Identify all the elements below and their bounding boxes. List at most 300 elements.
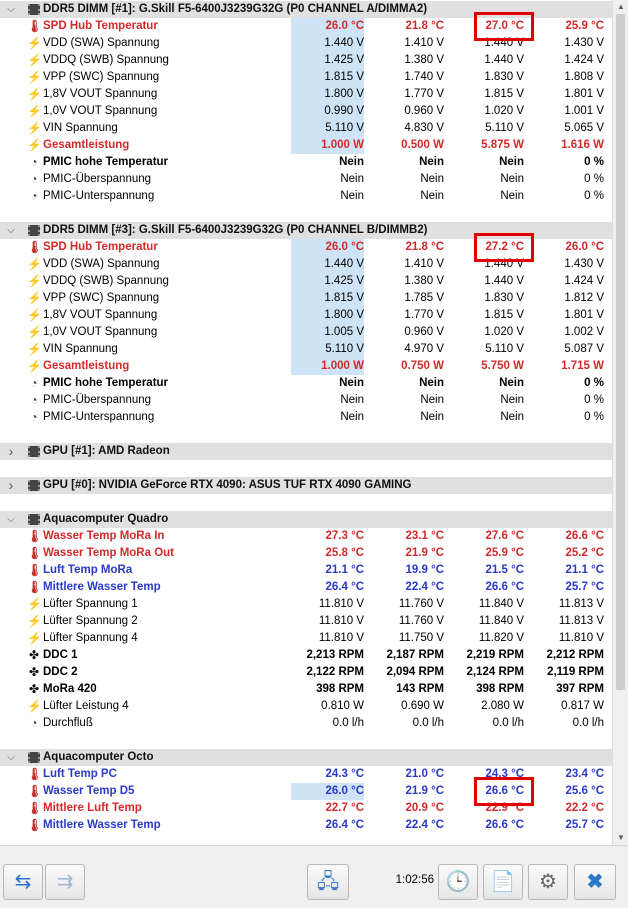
sensor-row[interactable] xyxy=(0,681,612,698)
current-value: 26.0 °C xyxy=(291,783,364,800)
average-value: 1.424 V xyxy=(564,275,604,287)
sensor-label: VDD (SWA) Spannung xyxy=(43,258,160,270)
sensor-label: VDD (SWA) Spannung xyxy=(43,37,160,49)
device-title: GPU [#0]: NVIDIA GeForce RTX 4090: ASUS TUF RTX 4090 GAMING xyxy=(43,479,412,491)
sensor-row[interactable] xyxy=(0,35,612,52)
sensor-row[interactable] xyxy=(0,86,612,103)
max-value: 5.110 V xyxy=(485,343,524,355)
device-group-header[interactable] xyxy=(0,222,612,239)
sensor-row[interactable] xyxy=(0,562,612,579)
average-value: 11.813 V xyxy=(558,615,604,627)
average-value: 25.7 °C xyxy=(565,581,604,593)
sensor-label: VIN Spannung xyxy=(43,122,118,134)
sensor-row[interactable] xyxy=(0,120,612,137)
close-button[interactable]: ✖ xyxy=(574,864,616,900)
sensor-row[interactable] xyxy=(0,630,612,647)
max-value: 1.440 V xyxy=(484,54,524,66)
collapse-chevron-icon[interactable]: ⌵ xyxy=(7,514,15,525)
sensor-row[interactable] xyxy=(0,307,612,324)
sensor-label: SPD Hub Temperatur xyxy=(43,20,158,32)
current-value: 25.8 °C xyxy=(325,547,364,559)
max-value: 26.6 °C xyxy=(485,819,524,831)
current-value: 1.425 V xyxy=(291,52,364,69)
thermometer-icon: 🌡 xyxy=(27,580,43,594)
average-value: 1.812 V xyxy=(564,292,604,304)
current-value: 21.1 °C xyxy=(325,564,364,576)
thermometer-icon: 🌡 xyxy=(27,818,43,832)
current-value: 1.000 W xyxy=(291,137,364,154)
min-value: 4.830 V xyxy=(404,122,444,134)
min-value: 1.740 V xyxy=(404,71,444,83)
average-value: 0.817 W xyxy=(561,700,604,712)
max-value: 398 RPM xyxy=(476,683,524,695)
min-value: 1.410 V xyxy=(404,37,444,49)
min-value: 0.690 W xyxy=(401,700,444,712)
thermometer-icon: 🌡 xyxy=(27,563,43,577)
max-value: Nein xyxy=(500,190,524,202)
fan-icon: ✤ xyxy=(28,665,40,679)
sensor-row[interactable] xyxy=(0,103,612,120)
lightning-icon: ⚡ xyxy=(27,257,42,271)
average-value: 2,212 RPM xyxy=(546,649,604,661)
max-value: 11.820 V xyxy=(478,632,524,644)
average-value: 0.0 l/h xyxy=(572,717,604,729)
lightning-icon: ⚡ xyxy=(27,614,42,628)
average-value: 1.801 V xyxy=(564,309,604,321)
sensor-label: PMIC-Unterspannung xyxy=(43,190,155,202)
current-value: 1.800 V xyxy=(291,86,364,103)
lightning-icon: ⚡ xyxy=(27,70,42,84)
thermometer-icon: 🌡 xyxy=(27,546,43,560)
average-value: 0 % xyxy=(584,377,604,389)
max-value: 1.830 V xyxy=(484,292,524,304)
min-value: 21.8 °C xyxy=(405,241,444,253)
sensor-label: 1,8V VOUT Spannung xyxy=(43,309,158,321)
current-value: 27.3 °C xyxy=(325,530,364,542)
average-value: 25.2 °C xyxy=(565,547,604,559)
sensor-row[interactable] xyxy=(0,239,612,256)
sensor-row[interactable] xyxy=(0,647,612,664)
lightning-icon: ⚡ xyxy=(27,87,42,101)
sensor-row[interactable] xyxy=(0,817,612,834)
max-value: Nein xyxy=(500,394,524,406)
sensor-label: VDDQ (SWB) Spannung xyxy=(43,275,169,287)
current-value: 26.4 °C xyxy=(325,581,364,593)
max-value: 1.020 V xyxy=(484,105,524,117)
device-group-header[interactable] xyxy=(0,511,612,528)
sensor-label: VIN Spannung xyxy=(43,343,118,355)
sensor-row[interactable] xyxy=(0,392,612,409)
sensor-row[interactable] xyxy=(0,358,612,375)
min-value: 11.760 V xyxy=(398,615,444,627)
average-value: 0 % xyxy=(584,394,604,406)
expand-chevron-icon[interactable]: › xyxy=(8,443,14,459)
max-value: 1.830 V xyxy=(484,71,524,83)
average-value: 25.7 °C xyxy=(565,819,604,831)
lightning-icon: ⚡ xyxy=(27,699,42,713)
network-connection-button[interactable]: 🖧 xyxy=(307,864,349,900)
average-value: 397 RPM xyxy=(556,683,604,695)
vertical-scrollbar[interactable] xyxy=(612,0,628,845)
sensor-row[interactable] xyxy=(0,545,612,562)
current-value: Nein xyxy=(340,173,364,185)
min-value: Nein xyxy=(420,411,444,423)
min-value: 19.9 °C xyxy=(405,564,444,576)
average-value: 21.1 °C xyxy=(565,564,604,576)
average-value: 1.801 V xyxy=(564,88,604,100)
sensor-row[interactable] xyxy=(0,52,612,69)
current-value: 24.3 °C xyxy=(325,768,364,780)
min-value: 1.770 V xyxy=(404,309,444,321)
max-value: 25.9 °C xyxy=(485,547,524,559)
sensor-label: PMIC-Unterspannung xyxy=(43,411,155,423)
sensor-row[interactable] xyxy=(0,18,612,35)
min-value: 2,187 RPM xyxy=(386,649,444,661)
min-value: Nein xyxy=(420,394,444,406)
max-value: 1.815 V xyxy=(484,309,524,321)
sensor-row[interactable] xyxy=(0,528,612,545)
sensor-row[interactable] xyxy=(0,69,612,86)
current-value: 1.000 W xyxy=(291,358,364,375)
sensor-row[interactable] xyxy=(0,698,612,715)
min-value: 0.960 V xyxy=(404,105,444,117)
current-value: 2,122 RPM xyxy=(306,666,364,678)
current-value: 0.810 W xyxy=(321,700,364,712)
sensor-label: Gesamtleistung xyxy=(43,139,130,151)
average-value: 1.430 V xyxy=(564,258,604,270)
average-value: 25.9 °C xyxy=(565,20,604,32)
average-value: 1.002 V xyxy=(564,326,604,338)
current-value: 26.0 °C xyxy=(291,239,364,256)
average-value: 1.430 V xyxy=(564,37,604,49)
average-value: 23.4 °C xyxy=(565,768,604,780)
clock-icon: ◔ xyxy=(30,155,38,169)
sensor-row[interactable] xyxy=(0,324,612,341)
sensor-label: VPP (SWC) Spannung xyxy=(43,292,160,304)
sensor-label: Mittlere Wasser Temp xyxy=(43,819,161,831)
device-title: GPU [#1]: AMD Radeon xyxy=(43,445,170,457)
sensor-row[interactable] xyxy=(0,256,612,273)
average-value: 2,119 RPM xyxy=(547,666,604,678)
current-value: 398 RPM xyxy=(316,683,364,695)
average-value: 0 % xyxy=(584,190,604,202)
sensor-label: 1,0V VOUT Spannung xyxy=(43,326,158,338)
clock-reset-button[interactable]: 🕒 xyxy=(438,864,478,900)
sensor-row[interactable] xyxy=(0,171,612,188)
status-bar xyxy=(0,845,628,908)
lightning-icon: ⚡ xyxy=(27,274,42,288)
max-value: 5.875 W xyxy=(481,139,524,151)
min-value: 2,094 RPM xyxy=(386,666,444,678)
lightning-icon: ⚡ xyxy=(27,53,42,67)
max-value: 27.0 °C xyxy=(485,20,524,32)
max-value: 11.840 V xyxy=(478,615,524,627)
clock-icon: ◔ xyxy=(30,716,38,730)
average-value: 25.6 °C xyxy=(565,785,604,797)
sensor-row[interactable] xyxy=(0,664,612,681)
sensor-label: 1,8V VOUT Spannung xyxy=(43,88,158,100)
min-value: 22.4 °C xyxy=(405,819,444,831)
min-value: 21.9 °C xyxy=(405,785,444,797)
max-value: Nein xyxy=(500,173,524,185)
sensor-label: Luft Temp PC xyxy=(43,768,117,780)
thermometer-icon: 🌡 xyxy=(27,784,43,798)
current-value: 1.425 V xyxy=(291,273,364,290)
min-value: 1.785 V xyxy=(404,292,444,304)
min-value: 21.0 °C xyxy=(405,768,444,780)
lightning-icon: ⚡ xyxy=(27,308,42,322)
scroll-down-arrow-icon[interactable]: ▼ xyxy=(617,833,625,842)
sensor-row[interactable] xyxy=(0,596,612,613)
sensor-label: Luft Temp MoRa xyxy=(43,564,133,576)
thermometer-icon: 🌡 xyxy=(27,801,43,815)
lightning-icon: ⚡ xyxy=(27,597,42,611)
collapse-chevron-icon[interactable]: ⌵ xyxy=(7,225,15,236)
sensor-row[interactable] xyxy=(0,375,612,392)
average-value: 11.813 V xyxy=(558,598,604,610)
average-value: 5.065 V xyxy=(564,122,604,134)
sensor-label: MoRa 420 xyxy=(43,683,97,695)
min-value: Nein xyxy=(419,377,444,389)
expand-chevron-icon[interactable]: › xyxy=(8,477,14,493)
sensor-label: Mittlere Wasser Temp xyxy=(43,581,161,593)
current-value: 22.7 °C xyxy=(325,802,364,814)
max-value: Nein xyxy=(500,411,524,423)
max-value: 1.440 V xyxy=(484,275,524,287)
sensor-label: DDC 1 xyxy=(43,649,78,661)
current-value: 1.440 V xyxy=(291,256,364,273)
scroll-up-arrow-icon[interactable]: ▲ xyxy=(617,2,625,11)
fan-icon: ✤ xyxy=(28,682,40,696)
current-value: 26.0 °C xyxy=(291,18,364,35)
elapsed-time: 1:02:56 xyxy=(395,874,434,886)
average-value: 5.087 V xyxy=(564,343,604,355)
device-group-header[interactable] xyxy=(0,749,612,766)
sensor-row[interactable] xyxy=(0,188,612,205)
clock-icon: ◔ xyxy=(30,393,38,407)
clock-icon: ◔ xyxy=(30,410,38,424)
device-chip-icon xyxy=(28,4,40,15)
thermometer-icon: 🌡 xyxy=(27,767,43,781)
current-value: 5.110 V xyxy=(291,341,364,358)
current-value: Nein xyxy=(339,156,364,168)
sensor-label: PMIC-Überspannung xyxy=(43,173,152,185)
average-value: 0 % xyxy=(584,156,604,168)
device-group-header[interactable] xyxy=(0,1,612,18)
max-value: 27.2 °C xyxy=(485,241,524,253)
lightning-icon: ⚡ xyxy=(27,359,42,373)
collapse-chevron-icon[interactable]: ⌵ xyxy=(7,752,15,763)
sensor-row[interactable] xyxy=(0,783,612,800)
lightning-icon: ⚡ xyxy=(27,36,42,50)
device-chip-icon xyxy=(28,752,40,763)
sensor-row[interactable] xyxy=(0,137,612,154)
device-title: Aquacomputer Octo xyxy=(43,751,154,763)
lightning-icon: ⚡ xyxy=(27,104,42,118)
average-value: 1.424 V xyxy=(564,54,604,66)
device-group-header[interactable] xyxy=(0,443,612,460)
min-value: 21.9 °C xyxy=(405,547,444,559)
collapse-chevron-icon[interactable]: ⌵ xyxy=(7,4,15,15)
average-value: 0 % xyxy=(584,173,604,185)
current-value: Nein xyxy=(339,377,364,389)
add-report-button[interactable]: 📄 xyxy=(483,864,523,900)
current-value: 0.990 V xyxy=(291,103,364,120)
average-value: 22.2 °C xyxy=(565,802,604,814)
current-value: 11.810 V xyxy=(318,615,364,627)
device-group-header[interactable] xyxy=(0,477,612,494)
current-value: 1.815 V xyxy=(291,69,364,86)
sensor-label: Lüfter Spannung 4 xyxy=(43,632,138,644)
current-value: 0.0 l/h xyxy=(332,717,364,729)
fan-icon: ✤ xyxy=(28,648,40,662)
max-value: Nein xyxy=(499,377,524,389)
max-value: 5.110 V xyxy=(485,122,524,134)
min-value: 1.410 V xyxy=(404,258,444,270)
device-chip-icon xyxy=(28,480,40,491)
min-value: 20.9 °C xyxy=(405,802,444,814)
min-value: 1.380 V xyxy=(404,54,444,66)
average-value: 0 % xyxy=(584,411,604,423)
min-value: 21.8 °C xyxy=(405,20,444,32)
clock-icon: ◔ xyxy=(30,172,38,186)
settings-gear-icon[interactable]: ⚙ xyxy=(528,864,568,900)
average-value: 11.810 V xyxy=(558,632,604,644)
min-value: 23.1 °C xyxy=(405,530,444,542)
max-value: 5.750 W xyxy=(481,360,524,372)
thermometer-icon: 🌡 xyxy=(27,529,43,543)
max-value: 0.0 l/h xyxy=(492,717,524,729)
clock-icon: ◔ xyxy=(30,189,38,203)
sensor-label: Wasser Temp MoRa Out xyxy=(43,547,174,559)
current-value: 2,213 RPM xyxy=(306,649,364,661)
min-value: 0.500 W xyxy=(401,139,444,151)
max-value: 11.840 V xyxy=(478,598,524,610)
max-value: 2,219 RPM xyxy=(466,649,524,661)
min-value: Nein xyxy=(420,173,444,185)
min-value: 0.0 l/h xyxy=(412,717,444,729)
device-chip-icon xyxy=(28,514,40,525)
min-value: Nein xyxy=(419,156,444,168)
sensor-row[interactable] xyxy=(0,800,612,817)
min-value: 22.4 °C xyxy=(405,581,444,593)
sensor-label: Lüfter Spannung 2 xyxy=(43,615,138,627)
current-value: 26.4 °C xyxy=(325,819,364,831)
max-value: 1.440 V xyxy=(484,37,524,49)
average-value: 1.001 V xyxy=(564,105,604,117)
sensor-label: SPD Hub Temperatur xyxy=(43,241,158,253)
clock-icon: ◔ xyxy=(30,376,38,390)
current-value: Nein xyxy=(340,190,364,202)
max-value: Nein xyxy=(499,156,524,168)
min-value: 143 RPM xyxy=(396,683,444,695)
device-title: Aquacomputer Quadro xyxy=(43,513,169,525)
max-value: 26.6 °C xyxy=(485,785,524,797)
lightning-icon: ⚡ xyxy=(27,138,42,152)
sensor-label: PMIC-Überspannung xyxy=(43,394,152,406)
min-value: 11.750 V xyxy=(398,632,444,644)
sensor-row[interactable] xyxy=(0,273,612,290)
device-chip-icon xyxy=(28,446,40,457)
device-title: DDR5 DIMM [#3]: G.Skill F5-6400J3239G32G (P0 CHANNEL B/DIMMB2) xyxy=(43,224,428,236)
min-value: Nein xyxy=(420,190,444,202)
scrollbar-thumb[interactable] xyxy=(616,14,625,690)
device-chip-icon xyxy=(28,225,40,236)
sensor-label: Lüfter Leistung 4 xyxy=(43,700,129,712)
current-value: Nein xyxy=(340,394,364,406)
sensor-row[interactable] xyxy=(0,613,612,630)
min-value: 0.750 W xyxy=(401,360,444,372)
average-value: 1.808 V xyxy=(564,71,604,83)
current-value: 1.815 V xyxy=(291,290,364,307)
device-title: DDR5 DIMM [#1]: G.Skill F5-6400J3239G32G (P0 CHANNEL A/DIMMA2) xyxy=(43,3,428,15)
sensor-label: VPP (SWC) Spannung xyxy=(43,71,160,83)
current-value: 1.005 V xyxy=(291,324,364,341)
sensor-label: Wasser Temp D5 xyxy=(43,785,135,797)
sensor-label: 1,0V VOUT Spannung xyxy=(43,105,158,117)
sensor-label: Lüfter Spannung 1 xyxy=(43,598,138,610)
lightning-icon: ⚡ xyxy=(27,121,42,135)
lightning-icon: ⚡ xyxy=(27,325,42,339)
lightning-icon: ⚡ xyxy=(27,631,42,645)
sensor-label: PMIC hohe Temperatur xyxy=(43,377,169,389)
sensor-row[interactable] xyxy=(0,341,612,358)
switch-view-right-button[interactable]: ⇉ xyxy=(45,864,85,900)
sensor-row[interactable] xyxy=(0,715,612,732)
average-value: 26.0 °C xyxy=(565,241,604,253)
sensor-row[interactable] xyxy=(0,766,612,783)
thermometer-icon: 🌡 xyxy=(27,240,43,254)
current-value: 11.810 V xyxy=(318,632,364,644)
min-value: 1.770 V xyxy=(404,88,444,100)
max-value: 26.6 °C xyxy=(485,581,524,593)
average-value: 1.616 W xyxy=(561,139,604,151)
sensor-row[interactable] xyxy=(0,154,612,171)
sensor-label: Wasser Temp MoRa In xyxy=(43,530,165,542)
current-value: 5.110 V xyxy=(291,120,364,137)
current-value: Nein xyxy=(340,411,364,423)
min-value: 1.380 V xyxy=(404,275,444,287)
min-value: 11.760 V xyxy=(398,598,444,610)
sensor-label: Durchfluß xyxy=(43,717,93,729)
max-value: 27.6 °C xyxy=(485,530,524,542)
max-value: 1.440 V xyxy=(484,258,524,270)
min-value: 0.960 V xyxy=(404,326,444,338)
max-value: 1.815 V xyxy=(484,88,524,100)
current-value: 1.440 V xyxy=(291,35,364,52)
average-value: 26.6 °C xyxy=(565,530,604,542)
max-value: 21.5 °C xyxy=(485,564,524,576)
sensor-label: Mittlere Luft Temp xyxy=(43,802,142,814)
average-value: 1.715 W xyxy=(561,360,604,372)
lightning-icon: ⚡ xyxy=(27,291,42,305)
current-value: 11.810 V xyxy=(318,598,364,610)
sensor-row[interactable] xyxy=(0,579,612,596)
min-value: 4.970 V xyxy=(404,343,444,355)
max-value: 22.9 °C xyxy=(485,802,524,814)
thermometer-icon: 🌡 xyxy=(27,19,43,33)
switch-view-left-right-button[interactable]: ⇆ xyxy=(3,864,43,900)
sensor-row[interactable] xyxy=(0,290,612,307)
sensor-label: PMIC hohe Temperatur xyxy=(43,156,169,168)
sensor-row[interactable] xyxy=(0,409,612,426)
current-value: 1.800 V xyxy=(291,307,364,324)
sensor-label: DDC 2 xyxy=(43,666,78,678)
sensor-label: Gesamtleistung xyxy=(43,360,130,372)
lightning-icon: ⚡ xyxy=(27,342,42,356)
max-value: 2,124 RPM xyxy=(466,666,524,678)
max-value: 24.3 °C xyxy=(485,768,524,780)
